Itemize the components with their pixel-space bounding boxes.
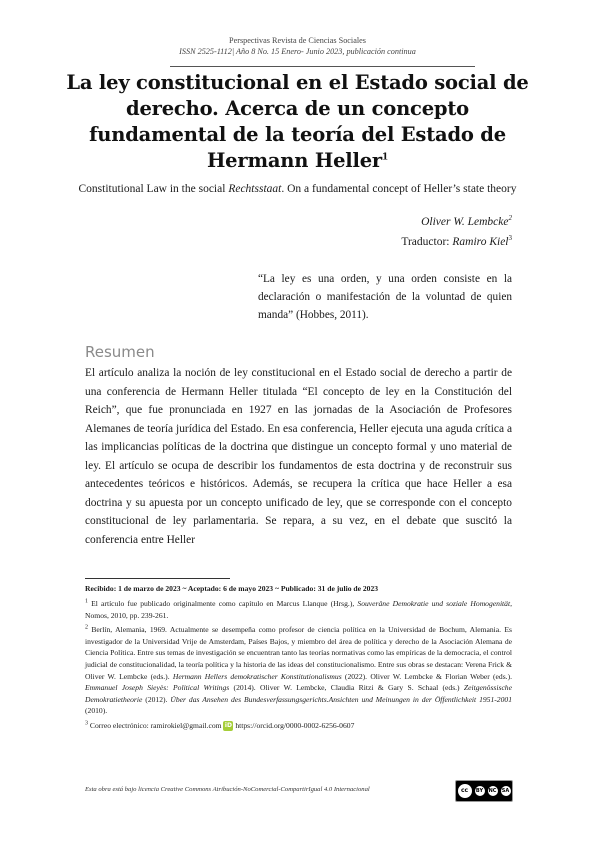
footnote-text: El artículo fue publicado originalmente como capítulo en Marcus Llanque (Hrsg.),	[91, 599, 358, 608]
cc-icon: cc	[457, 783, 473, 799]
footnote-1	[85, 598, 512, 621]
footnote-text: (2022). Oliver W. Lembcke & Florian Weber (eds.).	[341, 671, 513, 681]
by-icon: BY	[474, 785, 486, 797]
footnote-italic: Über das Ansehen des Bundesverfassungsgerichts.Ansichten und Meinungen in der Öffentlichkeit 1951-2001	[170, 694, 512, 704]
translator-footnote-ref[interactable]: 3	[508, 234, 512, 243]
author-name: Oliver W. Lembcke	[421, 216, 509, 228]
footnote-text: Berlín, Alemania, 1969. Actualmente se desempeña como profesor de ciencia política en la Universidad de Bochum, Alemania. Es investigador de la Universidad Vrije de Amsterdam, Países Bajos, y miembro del área de política y derecho de la Asociación Alemana de Ciencia Política. Entre sus temas de investigación se encuentran tanto las teorías normativas como las empíricas de la democracia, el control judicial de constitucionalidad, la teoría política y la historia de las ideas del constitucionalismo. Entre sus obras se destacan: Verena Frick & Oliver W. Lembcke (eds.).	[85, 625, 512, 681]
orcid-link[interactable]: https://orcid.org/0000-0002-6256-0607	[235, 720, 355, 730]
journal-name: Perspectivas Revista de Ciencias Sociales	[229, 36, 366, 45]
license-text: Esta obra está bajo licencia Creative Commons Atribución-NoComercial-CompartirIgual 4.0 Internacional	[85, 786, 370, 793]
footnote-text: , Nomos, 2010, pp. 239-261.	[85, 599, 512, 620]
author-footnote-ref[interactable]: 2	[508, 214, 512, 223]
epigraph-quote: “La ley es una orden, y una orden consiste en la declaración o manifestación de la voluntad de quien manda” (Hobbes, 2011).	[258, 273, 512, 321]
footnote-number: 2	[85, 624, 88, 631]
footnote-italic: Hermann Hellers demokratischer Konstitutionalismus	[172, 671, 342, 681]
english-title	[70, 180, 525, 199]
footnote-divider	[85, 578, 230, 579]
translator-name: Ramiro Kiel	[452, 236, 509, 248]
article-title	[60, 70, 535, 174]
footnote-italic: Zeitgenössische Demokratietheorie	[85, 683, 512, 704]
footnote-italic: Souveräne Demokratie und soziale Homogenität	[357, 599, 511, 608]
issn-line: ISSN 2525-1112| Año 8 No. 15 Enero- Junio 2023, publicación continua	[179, 47, 416, 56]
footnote-number: 1	[85, 598, 88, 605]
title-footnote-ref[interactable]: 1	[381, 152, 389, 163]
english-title-part: . On a fundamental concept of Heller’s state theory	[281, 183, 517, 195]
header-divider	[170, 66, 475, 67]
footnote-text: (2014). Oliver W. Lembcke, Claudia Ritzi & Gary S. Schaal (eds.)	[229, 683, 464, 693]
sa-icon: SA	[500, 785, 512, 797]
footnote-text: (2010).	[85, 706, 108, 716]
author-line	[421, 216, 512, 228]
footnote-italic: Emmanuel Joseph Sieyès: Political Writings	[85, 683, 230, 693]
title-text: La ley constitucional en el Estado social de derecho. Acerca de un concepto fundamental de la teoría del Estado de Hermann Heller	[66, 71, 529, 172]
abstract-heading: Resumen	[85, 343, 155, 361]
english-title-italic: Rechtsstaat	[228, 183, 282, 195]
publication-dates: Recibido: 1 de marzo de 2023 ~ Aceptado: 6 de mayo 2023 ~ Publicado: 31 de julio de 2023	[85, 584, 379, 593]
footnote-text: (2012).	[142, 694, 171, 704]
footnote-number: 3	[85, 720, 88, 727]
translator-label: Traductor:	[401, 236, 453, 248]
orcid-icon[interactable]: iD	[224, 722, 232, 730]
creative-commons-badge[interactable]	[455, 780, 513, 802]
email-text[interactable]: Correo electrónico: ramirokiel@gmail.com	[89, 720, 222, 730]
abstract-body: El artículo analiza la noción de ley constitucional en el Estado social de derecho a partir de una conferencia de Hermann Heller titulada “El concepto de ley en la Constitución del Reich”, que fue pronunciada en 1927 en las jornadas de la Asociación de Profesores Alemanes de teoría jurídica del Estado. En esa conferencia, Heller ejecuta una aguda crítica a las implicancias políticas de la doctrina que distingue un concepto formal y uno material de ley. El artículo se ocupa de describir los fundamentos de esta doctrina y de reconstruir sus antecedentes teóricos e históricos. Además, se recupera la crítica que hace Heller a esa doctrina y su apuesta por un concepto unificado de ley, que se corresponde con el concepto constitucional de ley parlamentaria. Se repara, a su vez, en el debate que suscitó la conferencia entre Heller	[85, 367, 512, 546]
translator-line	[401, 236, 512, 248]
journal-header	[0, 35, 595, 57]
footnote-2	[85, 624, 512, 717]
nc-icon: NC	[487, 785, 499, 797]
footnotes	[85, 598, 512, 735]
english-title-part: Constitutional Law in the social	[78, 183, 229, 195]
footnote-3	[85, 720, 512, 732]
